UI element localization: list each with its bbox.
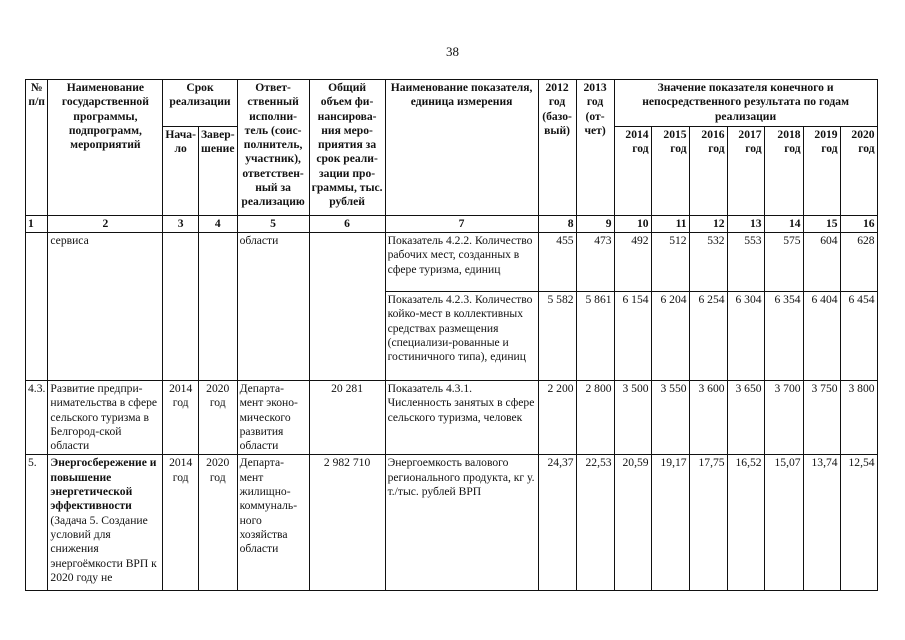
- cell-value: 604: [803, 233, 840, 292]
- header-2013: 2013 год (от-чет): [576, 80, 614, 216]
- header-year: 2015 год: [651, 127, 689, 216]
- cell-value: 17,75: [689, 455, 727, 591]
- cell-start: [163, 233, 199, 381]
- col-number: 16: [840, 216, 877, 233]
- cell-volume: 2 982 710: [309, 455, 385, 591]
- cell-start: 2014 год: [163, 381, 199, 455]
- cell-value: 22,53: [576, 455, 614, 591]
- header-no: № п/п: [26, 80, 48, 216]
- cell-no: 4.3.: [26, 381, 48, 455]
- cell-name: сервиса: [48, 233, 163, 381]
- cell-value: 24,37: [538, 455, 576, 591]
- cell-value: 2 200: [538, 381, 576, 455]
- header-year: 2014 год: [614, 127, 651, 216]
- cell-value: 6 404: [803, 292, 840, 381]
- col-number: 4: [198, 216, 237, 233]
- col-number: 15: [803, 216, 840, 233]
- col-number: 1: [26, 216, 48, 233]
- col-number: 7: [385, 216, 538, 233]
- cell-value: 3 500: [614, 381, 651, 455]
- col-number: 3: [163, 216, 199, 233]
- cell-value: 3 650: [727, 381, 764, 455]
- cell-value: 6 304: [727, 292, 764, 381]
- cell-name: Развитие предпри-нимательства в сфере сельского туризма в Белгород-ской области: [48, 381, 163, 455]
- cell-value: 553: [727, 233, 764, 292]
- cell-name-rest: (Задача 5. Создание условий для снижения энергоёмкости ВРП к 2020 году не: [50, 513, 157, 584]
- cell-end: [198, 233, 237, 381]
- header-term: Срок реализации: [163, 80, 237, 127]
- cell-value: 6 254: [689, 292, 727, 381]
- header-year: 2017 год: [727, 127, 764, 216]
- col-number: 2: [48, 216, 163, 233]
- cell-no: [26, 233, 48, 381]
- cell-value: 492: [614, 233, 651, 292]
- cell-value: 2 800: [576, 381, 614, 455]
- cell-value: 575: [764, 233, 803, 292]
- header-row: [26, 80, 878, 127]
- column-numbers-row: [26, 216, 878, 233]
- cell-value: 3 800: [840, 381, 877, 455]
- col-number: 12: [689, 216, 727, 233]
- col-number: 11: [651, 216, 689, 233]
- cell-value: 20,59: [614, 455, 651, 591]
- col-number: 8: [538, 216, 576, 233]
- cell-value: 3 750: [803, 381, 840, 455]
- cell-value: 15,07: [764, 455, 803, 591]
- cell-executor: области: [237, 233, 309, 381]
- cell-value: 473: [576, 233, 614, 292]
- col-number: 9: [576, 216, 614, 233]
- cell-value: 13,74: [803, 455, 840, 591]
- cell-indicator: Показатель 4.2.2. Количество рабочих мест, созданных в сфере туризма, единиц: [385, 233, 538, 292]
- header-year: 2020 год: [840, 127, 877, 216]
- cell-volume: [309, 233, 385, 381]
- header-name: Наименование государственной программы, подпрограмм, мероприятий: [48, 80, 163, 216]
- cell-value: 455: [538, 233, 576, 292]
- page-number: 38: [446, 44, 459, 59]
- col-number: 5: [237, 216, 309, 233]
- col-number: 6: [309, 216, 385, 233]
- cell-value: 5 582: [538, 292, 576, 381]
- cell-value: 3 600: [689, 381, 727, 455]
- cell-value: 5 861: [576, 292, 614, 381]
- cell-value: 6 454: [840, 292, 877, 381]
- cell-executor: Департа-мент жилищно-коммуналь-ного хозяйства области: [237, 455, 309, 591]
- cell-end: 2020 год: [198, 381, 237, 455]
- header-start: Нача-ло: [163, 127, 199, 216]
- header-2012: 2012 год (базо-вый): [538, 80, 576, 216]
- cell-end: 2020 год: [198, 455, 237, 591]
- cell-indicator: Энергоемкость валового регионального продукта, кг у. т./тыс. рублей ВРП: [385, 455, 538, 591]
- table-row: [26, 381, 878, 455]
- header-executor: Ответ-ственный исполни-тель (соис-полнитель, участник), ответствен-ный за реализацию: [237, 80, 309, 216]
- cell-value: 6 154: [614, 292, 651, 381]
- header-end: Завер-шение: [198, 127, 237, 216]
- header-year: 2018 год: [764, 127, 803, 216]
- cell-indicator: Показатель 4.2.3. Количество койко-мест в коллективных средствах размещения (специализи-рованные и гостиничного типа), единиц: [385, 292, 538, 381]
- cell-volume: 20 281: [309, 381, 385, 455]
- cell-value: 16,52: [727, 455, 764, 591]
- cell-value: 3 550: [651, 381, 689, 455]
- cell-executor: Департа-мент эконо-мического развития области: [237, 381, 309, 455]
- cell-indicator: Показатель 4.3.1. Численность занятых в сфере сельского туризма, человек: [385, 381, 538, 455]
- header-values-group: Значение показателя конечного и непосредственного результата по годам реализации: [614, 80, 877, 127]
- cell-start: 2014 год: [163, 455, 199, 591]
- cell-value: 628: [840, 233, 877, 292]
- header-volume: Общий объем фи-нансирова-ния меро-приятия за срок реали-зации про-граммы, тыс. рублей: [309, 80, 385, 216]
- cell-name-bold: Энергосбережение и повышение энергетической эффективности: [50, 456, 157, 513]
- cell-value: 6 204: [651, 292, 689, 381]
- table-row: [26, 455, 878, 591]
- col-number: 14: [764, 216, 803, 233]
- table-row: [26, 233, 878, 292]
- cell-name: [48, 455, 163, 591]
- cell-value: 532: [689, 233, 727, 292]
- header-year: 2019 год: [803, 127, 840, 216]
- cell-value: 19,17: [651, 455, 689, 591]
- cell-no: 5.: [26, 455, 48, 591]
- header-indicator: Наименование показателя, единица измерения: [385, 80, 538, 216]
- cell-value: 6 354: [764, 292, 803, 381]
- header-year: 2016 год: [689, 127, 727, 216]
- cell-value: 12,54: [840, 455, 877, 591]
- cell-value: 512: [651, 233, 689, 292]
- col-number: 13: [727, 216, 764, 233]
- col-number: 10: [614, 216, 651, 233]
- cell-value: 3 700: [764, 381, 803, 455]
- program-table: [25, 79, 878, 591]
